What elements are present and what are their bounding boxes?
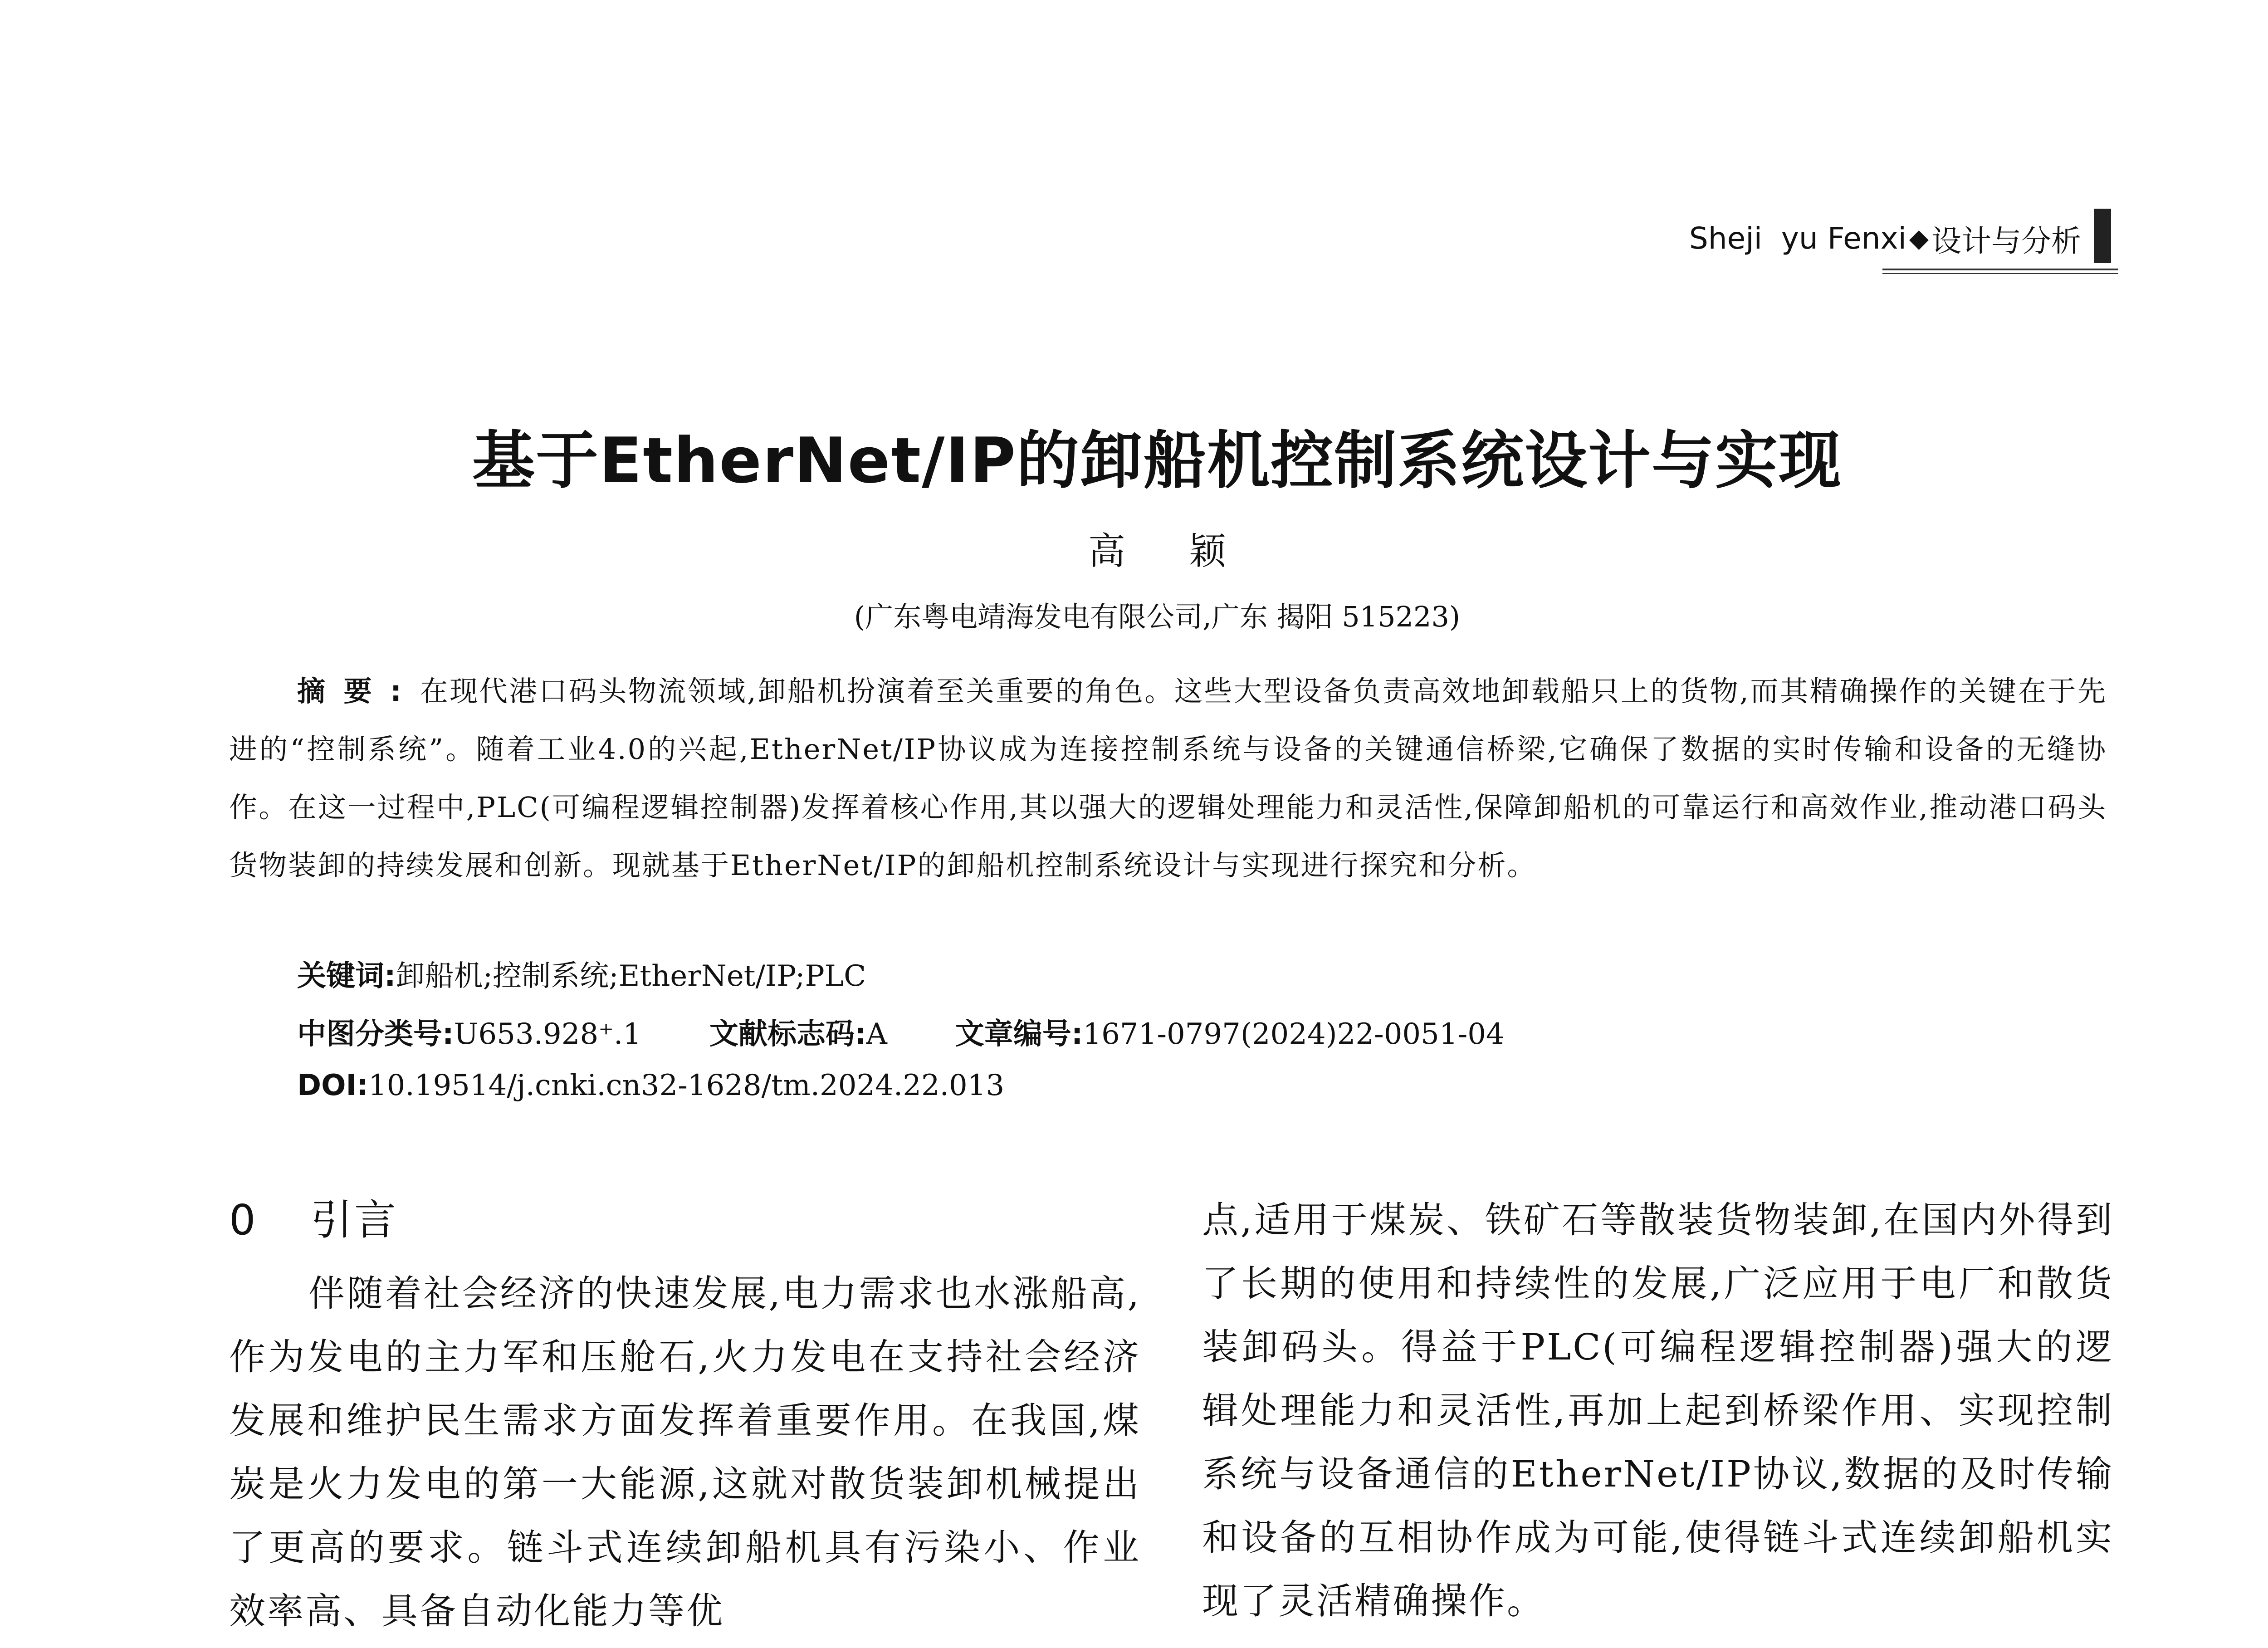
body-left-column xyxy=(229,1188,1141,1643)
section-heading xyxy=(229,1188,1141,1252)
header-bar-mark xyxy=(2094,209,2111,263)
right-column-paragraph: 点,适用于煤炭、铁矿石等散装货物装卸,在国内外得到了长期的使用和持续性的发展,广泛应用于电厂和散货装卸码头。得益于PLC(可编程逻辑控制器)强大的逻辑处理能力和灵活性,再加上起到桥梁作用、实现控制系统与设备通信的EtherNet/IP协议,数据的及时传输和设备的互相协作成为可能,使得链斗式连续卸船机实现了灵活精确操作。 xyxy=(1202,1199,2114,1622)
diamond-icon: ◆ xyxy=(1909,223,1929,253)
abstract-block xyxy=(229,662,2107,895)
running-header xyxy=(1689,213,2111,263)
abstract-label: 摘要: xyxy=(297,675,420,708)
keywords-line xyxy=(297,953,866,994)
running-title-cn: 设计与分析 xyxy=(1931,223,2081,259)
body-right-column xyxy=(1202,1188,2114,1633)
doc-code-label: 文献标志码: xyxy=(709,1017,866,1051)
clc-label: 中图分类号: xyxy=(297,1017,454,1051)
doi-line xyxy=(297,1069,1004,1102)
section-title: 引言 xyxy=(311,1196,398,1244)
doi-label: DOI: xyxy=(297,1069,368,1102)
article-title: 基于EtherNet/IP的卸船机控制系统设计与实现 xyxy=(472,424,1843,497)
article-affiliation: (广东粤电靖海发电有限公司,广东 揭阳 515223) xyxy=(854,600,1461,633)
classification-line xyxy=(297,1011,1505,1052)
abstract-text: 在现代港口码头物流领域,卸船机扮演着至关重要的角色。这些大型设备负责高效地卸载船只上的货物,而其精确操作的关键在于先进的“控制系统”。随着工业4.0的兴起,EtherNet/IP协议成为连接控制系统与设备的关键通信桥梁,它确保了数据的实时传输和设备的无缝协作。在这一过程中,PLC(可编程逻辑控制器)发挥着核心作用,其以强大的逻辑处理能力和灵活性,保障卸船机的可靠运行和高效作业,推动港口码头货物装卸的持续发展和创新。现就基于EtherNet/IP的卸船机控制系统设计与实现进行探究和分析。 xyxy=(229,675,2107,882)
clc-value: U653.928⁺.1 xyxy=(454,1017,642,1051)
article-no-label: 文章编号: xyxy=(955,1017,1083,1051)
left-column-paragraph: 伴随着社会经济的快速发展,电力需求也水涨船高,作为发电的主力军和压舱石,火力发电在支持社会经济发展和维护民生需求方面发挥着重要作用。在我国,煤炭是火力发电的第一大能源,这就对散货装卸机械提出了更高的要求。链斗式连续卸船机具有污染小、作业效率高、具备自动化能力等优 xyxy=(229,1272,1141,1632)
keywords-label: 关键词: xyxy=(297,959,396,993)
doi-value: 10.19514/j.cnki.cn32-1628/tm.2024.22.013 xyxy=(368,1069,1005,1102)
keywords-text: 卸船机;控制系统;EtherNet/IP;PLC xyxy=(396,959,866,993)
article-no-value: 1671-0797(2024)22-0051-04 xyxy=(1083,1017,1505,1051)
article-author: 高颖 xyxy=(1088,530,1290,573)
running-title-latin: Sheji yu Fenxi xyxy=(1689,220,1906,256)
section-number: 0 xyxy=(229,1196,258,1244)
doc-code-value: A xyxy=(866,1017,887,1051)
header-rule xyxy=(1882,269,2118,274)
